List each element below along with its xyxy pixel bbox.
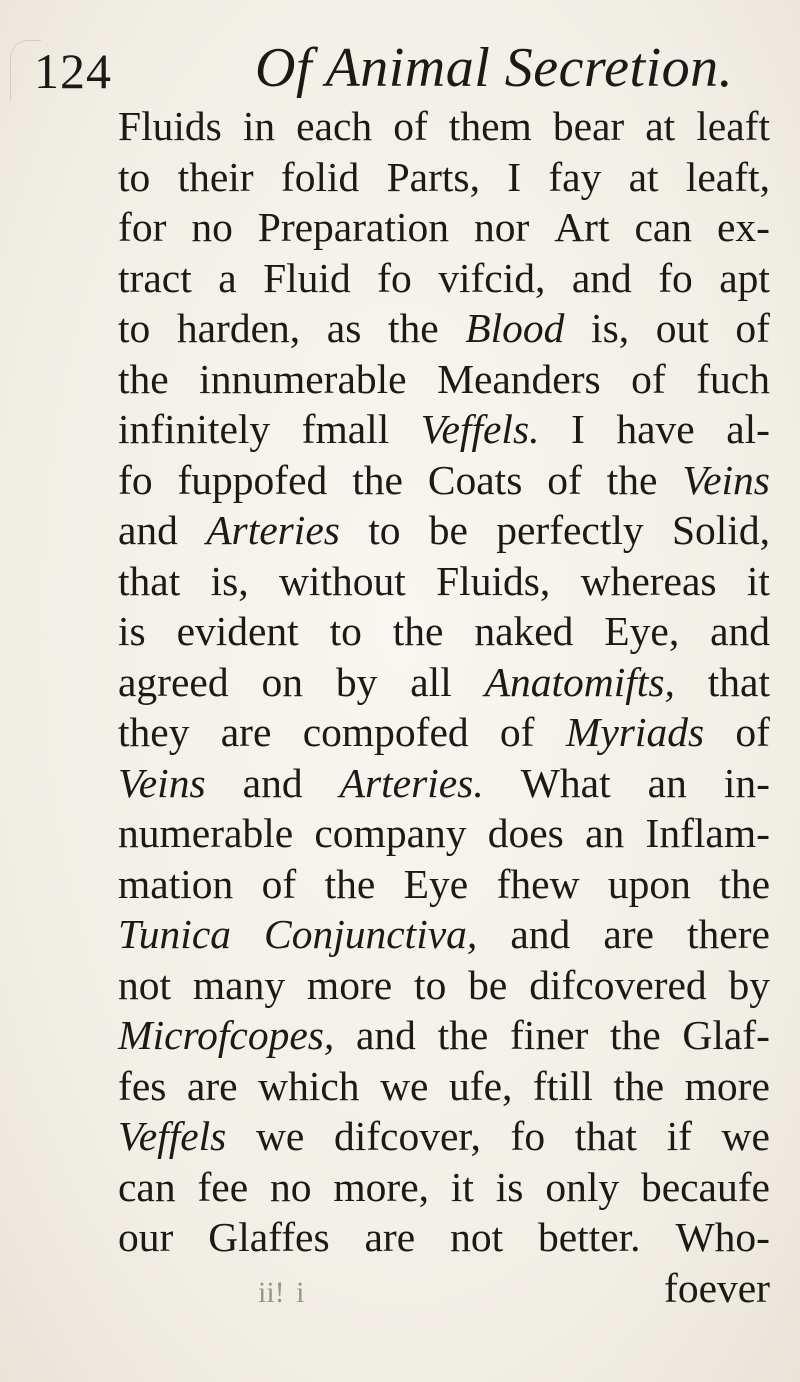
word: to	[414, 961, 447, 1008]
word: to	[329, 608, 362, 654]
word: company	[314, 810, 467, 856]
word: I	[507, 153, 522, 200]
word: in-	[723, 759, 770, 806]
word: if	[666, 1113, 692, 1159]
word: an	[647, 759, 687, 806]
word: the	[387, 305, 439, 351]
word: tract	[118, 254, 192, 301]
word: out	[655, 305, 709, 351]
word: fay	[548, 153, 602, 200]
word: becaufe	[640, 1163, 770, 1210]
word: and	[355, 1012, 416, 1058]
word: Arteries.	[339, 759, 484, 806]
word: are	[220, 709, 272, 755]
word: their	[177, 153, 254, 200]
word: compofed	[302, 709, 469, 755]
word: Myriads	[565, 709, 705, 755]
text-line	[118, 1213, 770, 1264]
word: an	[585, 810, 625, 856]
signature-line	[118, 1264, 770, 1315]
word: Art	[554, 204, 610, 250]
word: fee	[197, 1163, 249, 1210]
word: to	[368, 507, 401, 553]
word: it	[746, 557, 770, 604]
word: they	[118, 709, 190, 755]
word: difcovered	[529, 961, 707, 1008]
word: fes	[118, 1062, 167, 1109]
word: it	[450, 1163, 474, 1210]
word: and	[118, 507, 178, 553]
word: Glaffes	[208, 1214, 330, 1260]
text-line	[118, 1163, 770, 1214]
word: folid	[280, 153, 360, 200]
word: is	[118, 608, 146, 654]
catchword: foever	[664, 1264, 770, 1311]
text-line	[118, 153, 770, 204]
word: the	[610, 1012, 661, 1058]
word: al-	[726, 406, 770, 452]
word: Tunica	[118, 911, 231, 957]
word: Anatomifts,	[484, 658, 675, 705]
word: Arteries	[206, 507, 340, 553]
word: on	[261, 658, 303, 705]
word: no	[269, 1163, 312, 1210]
word: leaft	[696, 103, 770, 149]
word: and	[571, 254, 632, 301]
word: fuch	[696, 355, 770, 402]
word: and	[710, 608, 770, 654]
word: and	[510, 911, 571, 957]
word: numerable	[118, 810, 294, 856]
word: upon	[607, 860, 691, 907]
word: our	[118, 1214, 174, 1260]
word: Inflam-	[645, 810, 770, 856]
word: are	[186, 1062, 238, 1109]
word: whereas	[580, 557, 717, 604]
word: harden,	[176, 305, 301, 351]
word: to	[118, 305, 151, 351]
page-number: 124	[34, 43, 112, 99]
text-line	[118, 607, 770, 658]
word: What	[520, 759, 611, 806]
word: ufe,	[449, 1062, 513, 1109]
word: nor	[473, 204, 530, 250]
word: Meanders	[437, 355, 601, 402]
word: Fluid	[263, 254, 351, 301]
text-line	[118, 1062, 770, 1113]
word: as	[326, 305, 362, 351]
word: is,	[210, 557, 249, 604]
word: by	[335, 658, 378, 705]
word: a	[218, 254, 237, 301]
word: apt	[719, 254, 770, 301]
word: finer	[509, 1012, 589, 1058]
word: difcover,	[333, 1113, 481, 1159]
word: we	[380, 1062, 429, 1109]
word: Parts,	[386, 153, 480, 200]
word: Fluids,	[436, 557, 551, 604]
text-line	[118, 860, 770, 911]
word: is	[495, 1163, 524, 1210]
text-line	[118, 355, 770, 406]
word: of	[547, 456, 582, 503]
word: fo	[118, 456, 153, 503]
text-line	[118, 759, 770, 810]
word: innumerable	[199, 355, 407, 402]
word: Glaf-	[682, 1012, 770, 1058]
word: Eye	[403, 860, 469, 907]
word: vifcid,	[438, 254, 546, 301]
running-title: Of Animal Secretion.	[255, 37, 734, 99]
word: Preparation	[257, 204, 450, 250]
word: more	[684, 1062, 770, 1109]
word: can	[118, 1163, 176, 1210]
word: are	[603, 911, 654, 957]
word: there	[687, 911, 770, 957]
text-line	[118, 557, 770, 608]
word: I	[571, 406, 585, 452]
text-line	[118, 254, 770, 305]
word: all	[410, 658, 452, 705]
word: mation	[118, 860, 234, 907]
word: Coats	[427, 456, 523, 503]
word: Veffels.	[420, 406, 540, 452]
word: not	[450, 1214, 504, 1260]
word: the	[324, 860, 376, 907]
text-line	[118, 1011, 770, 1062]
word: only	[545, 1163, 620, 1210]
signature-mark: ii! i	[258, 1275, 305, 1309]
word: have	[616, 406, 695, 452]
word: the	[118, 355, 169, 402]
word: the	[352, 456, 403, 503]
word: better.	[537, 1214, 641, 1260]
word: Conjunctiva,	[264, 911, 478, 957]
word: which	[258, 1062, 360, 1109]
text-line	[118, 1112, 770, 1163]
word: leaft,	[685, 153, 770, 200]
text-line	[118, 102, 770, 153]
text-line	[118, 658, 770, 709]
word: we	[721, 1113, 770, 1159]
word: at	[645, 103, 676, 149]
word: agreed	[118, 658, 229, 705]
text-line	[118, 961, 770, 1012]
word: bear	[552, 103, 625, 149]
text-line	[118, 809, 770, 860]
word: fmall	[301, 406, 390, 452]
word: them	[448, 103, 532, 149]
word: can	[634, 204, 693, 250]
body-text	[118, 102, 770, 1314]
word: that	[707, 658, 770, 705]
word: Who-	[675, 1214, 770, 1260]
word: no	[191, 204, 233, 250]
word: Eye,	[604, 608, 680, 654]
word: for	[118, 204, 167, 250]
word: ftill	[532, 1062, 593, 1109]
word: fo	[658, 254, 693, 301]
word: by	[728, 961, 770, 1008]
text-line	[118, 910, 770, 961]
word: the	[613, 1062, 665, 1109]
word: without	[278, 557, 406, 604]
word: Microfcopes,	[118, 1012, 335, 1058]
word: infinitely	[118, 406, 271, 452]
word: the	[392, 608, 444, 654]
word: are	[364, 1214, 416, 1260]
word: not	[118, 961, 172, 1008]
text-line	[118, 203, 770, 254]
word: fhew	[496, 860, 580, 907]
word: that	[574, 1113, 637, 1159]
word: more	[306, 961, 393, 1008]
text-line	[118, 405, 770, 456]
word: the	[719, 860, 770, 907]
word: Veins	[118, 759, 206, 806]
word: Solid,	[671, 507, 770, 553]
word: to	[118, 153, 151, 200]
word: of	[393, 103, 428, 149]
word: the	[437, 1012, 489, 1058]
word: be	[428, 507, 468, 553]
word: that	[118, 557, 181, 604]
word: Veffels	[118, 1113, 227, 1159]
word: in	[242, 103, 276, 149]
text-line	[118, 456, 770, 507]
word: each	[296, 103, 373, 149]
word: evident	[176, 608, 299, 654]
word: fo	[510, 1113, 546, 1159]
word: of	[735, 709, 770, 755]
word: perfectly	[496, 507, 644, 553]
word: Fluids	[118, 103, 222, 149]
text-line	[118, 304, 770, 355]
page-header	[0, 30, 800, 110]
word: fo	[377, 254, 412, 301]
word: and	[242, 759, 303, 806]
word: Veins	[682, 456, 770, 503]
word: be	[468, 961, 508, 1008]
word: at	[628, 153, 659, 200]
word: many	[192, 961, 286, 1008]
text-line	[118, 506, 770, 557]
word: ex-	[716, 204, 770, 250]
word: of	[261, 860, 297, 907]
word: Blood	[465, 305, 565, 351]
word: naked	[474, 608, 574, 654]
word: fuppofed	[177, 456, 328, 503]
word: of	[499, 709, 535, 755]
word: is,	[591, 305, 630, 351]
word: the	[606, 456, 658, 503]
text-line	[118, 708, 770, 759]
word: does	[487, 810, 564, 856]
word: of	[631, 355, 666, 402]
word: more,	[333, 1163, 429, 1210]
word: we	[255, 1113, 305, 1159]
word: of	[735, 305, 770, 351]
